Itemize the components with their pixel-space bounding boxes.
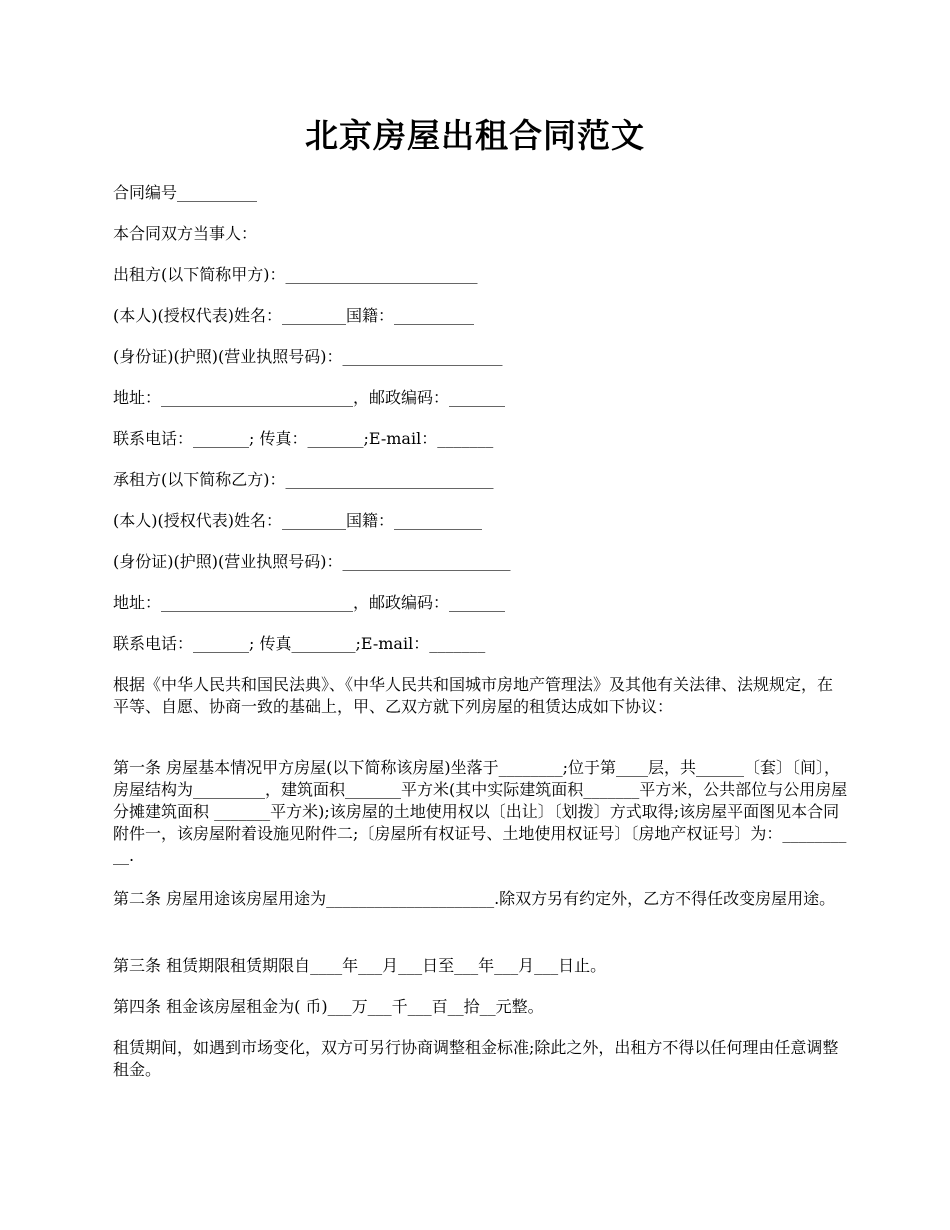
rent-adjustment-paragraph: 租赁期间，如遇到市场变化，双方可另行协商调整租金标准;除此之外，出租方不得以任何理由任意调整租金。 <box>113 1038 839 1079</box>
article-three-paragraph: 第三条 租赁期限租赁期限自____年___月___日至___年___月___日止。 <box>113 956 607 975</box>
lessee-line: 承租方(以下简称乙方)：__________________________ <box>113 470 494 489</box>
lessee-name-line: (本人)(授权代表)姓名：________国籍：___________ <box>113 511 482 530</box>
article-one-paragraph: 第一条 房屋基本情况甲方房屋(以下简称该房屋)坐落于________;位于第____层，共______〔套〕〔间〕，房屋结构为_________，建筑面积_______平方米(其中实际建筑面积_______平方米，公共部位与公用房屋分摊建筑面积 _______平方米);该房屋的土地使用权以〔出让〕〔划拨〕方式取得;该房屋平面图见本合同附件一，该房屋附着设施见附件二;〔房屋所有权证号、土地使用权证号〕〔房地产权证号〕为：__________. <box>113 758 848 865</box>
article-four-paragraph: 第四条 租金该房屋租金为( 币)___万___千___百__拾__元整。 <box>113 997 544 1016</box>
document-title: 北京房屋出租合同范文 <box>305 116 645 155</box>
legal-basis-paragraph: 根据《中华人民共和国民法典》、《中华人民共和国城市房地产管理法》及其他有关法律、法规规定，在平等、自愿、协商一致的基础上，甲、乙双方就下列房屋的租赁达成如下协议： <box>113 675 834 716</box>
lessee-id-line: (身份证)(护照)(营业执照号码)：_____________________ <box>113 552 511 571</box>
lessor-line: 出租方(以下简称甲方)：________________________ <box>113 265 478 284</box>
lessee-contact-line: 联系电话：_______; 传真________;E-mail：_______ <box>113 634 486 653</box>
lessor-id-line: (身份证)(护照)(营业执照号码)：____________________ <box>113 347 503 366</box>
contract-number: 合同编号__________ <box>113 183 258 202</box>
lessee-address-line: 地址：________________________，邮政编码：_______ <box>113 593 506 612</box>
lessor-contact-line: 联系电话：_______; 传真：_______;E-mail：_______ <box>113 429 494 448</box>
article-two-paragraph: 第二条 房屋用途该房屋用途为_____________________.除双方另有约定外，乙方不得任改变房屋用途。 <box>113 889 836 908</box>
lessor-name-line: (本人)(授权代表)姓名：________国籍：__________ <box>113 306 474 325</box>
parties-intro: 本合同双方当事人： <box>113 224 258 243</box>
lessor-address-line: 地址：________________________，邮政编码：_______ <box>113 388 506 407</box>
